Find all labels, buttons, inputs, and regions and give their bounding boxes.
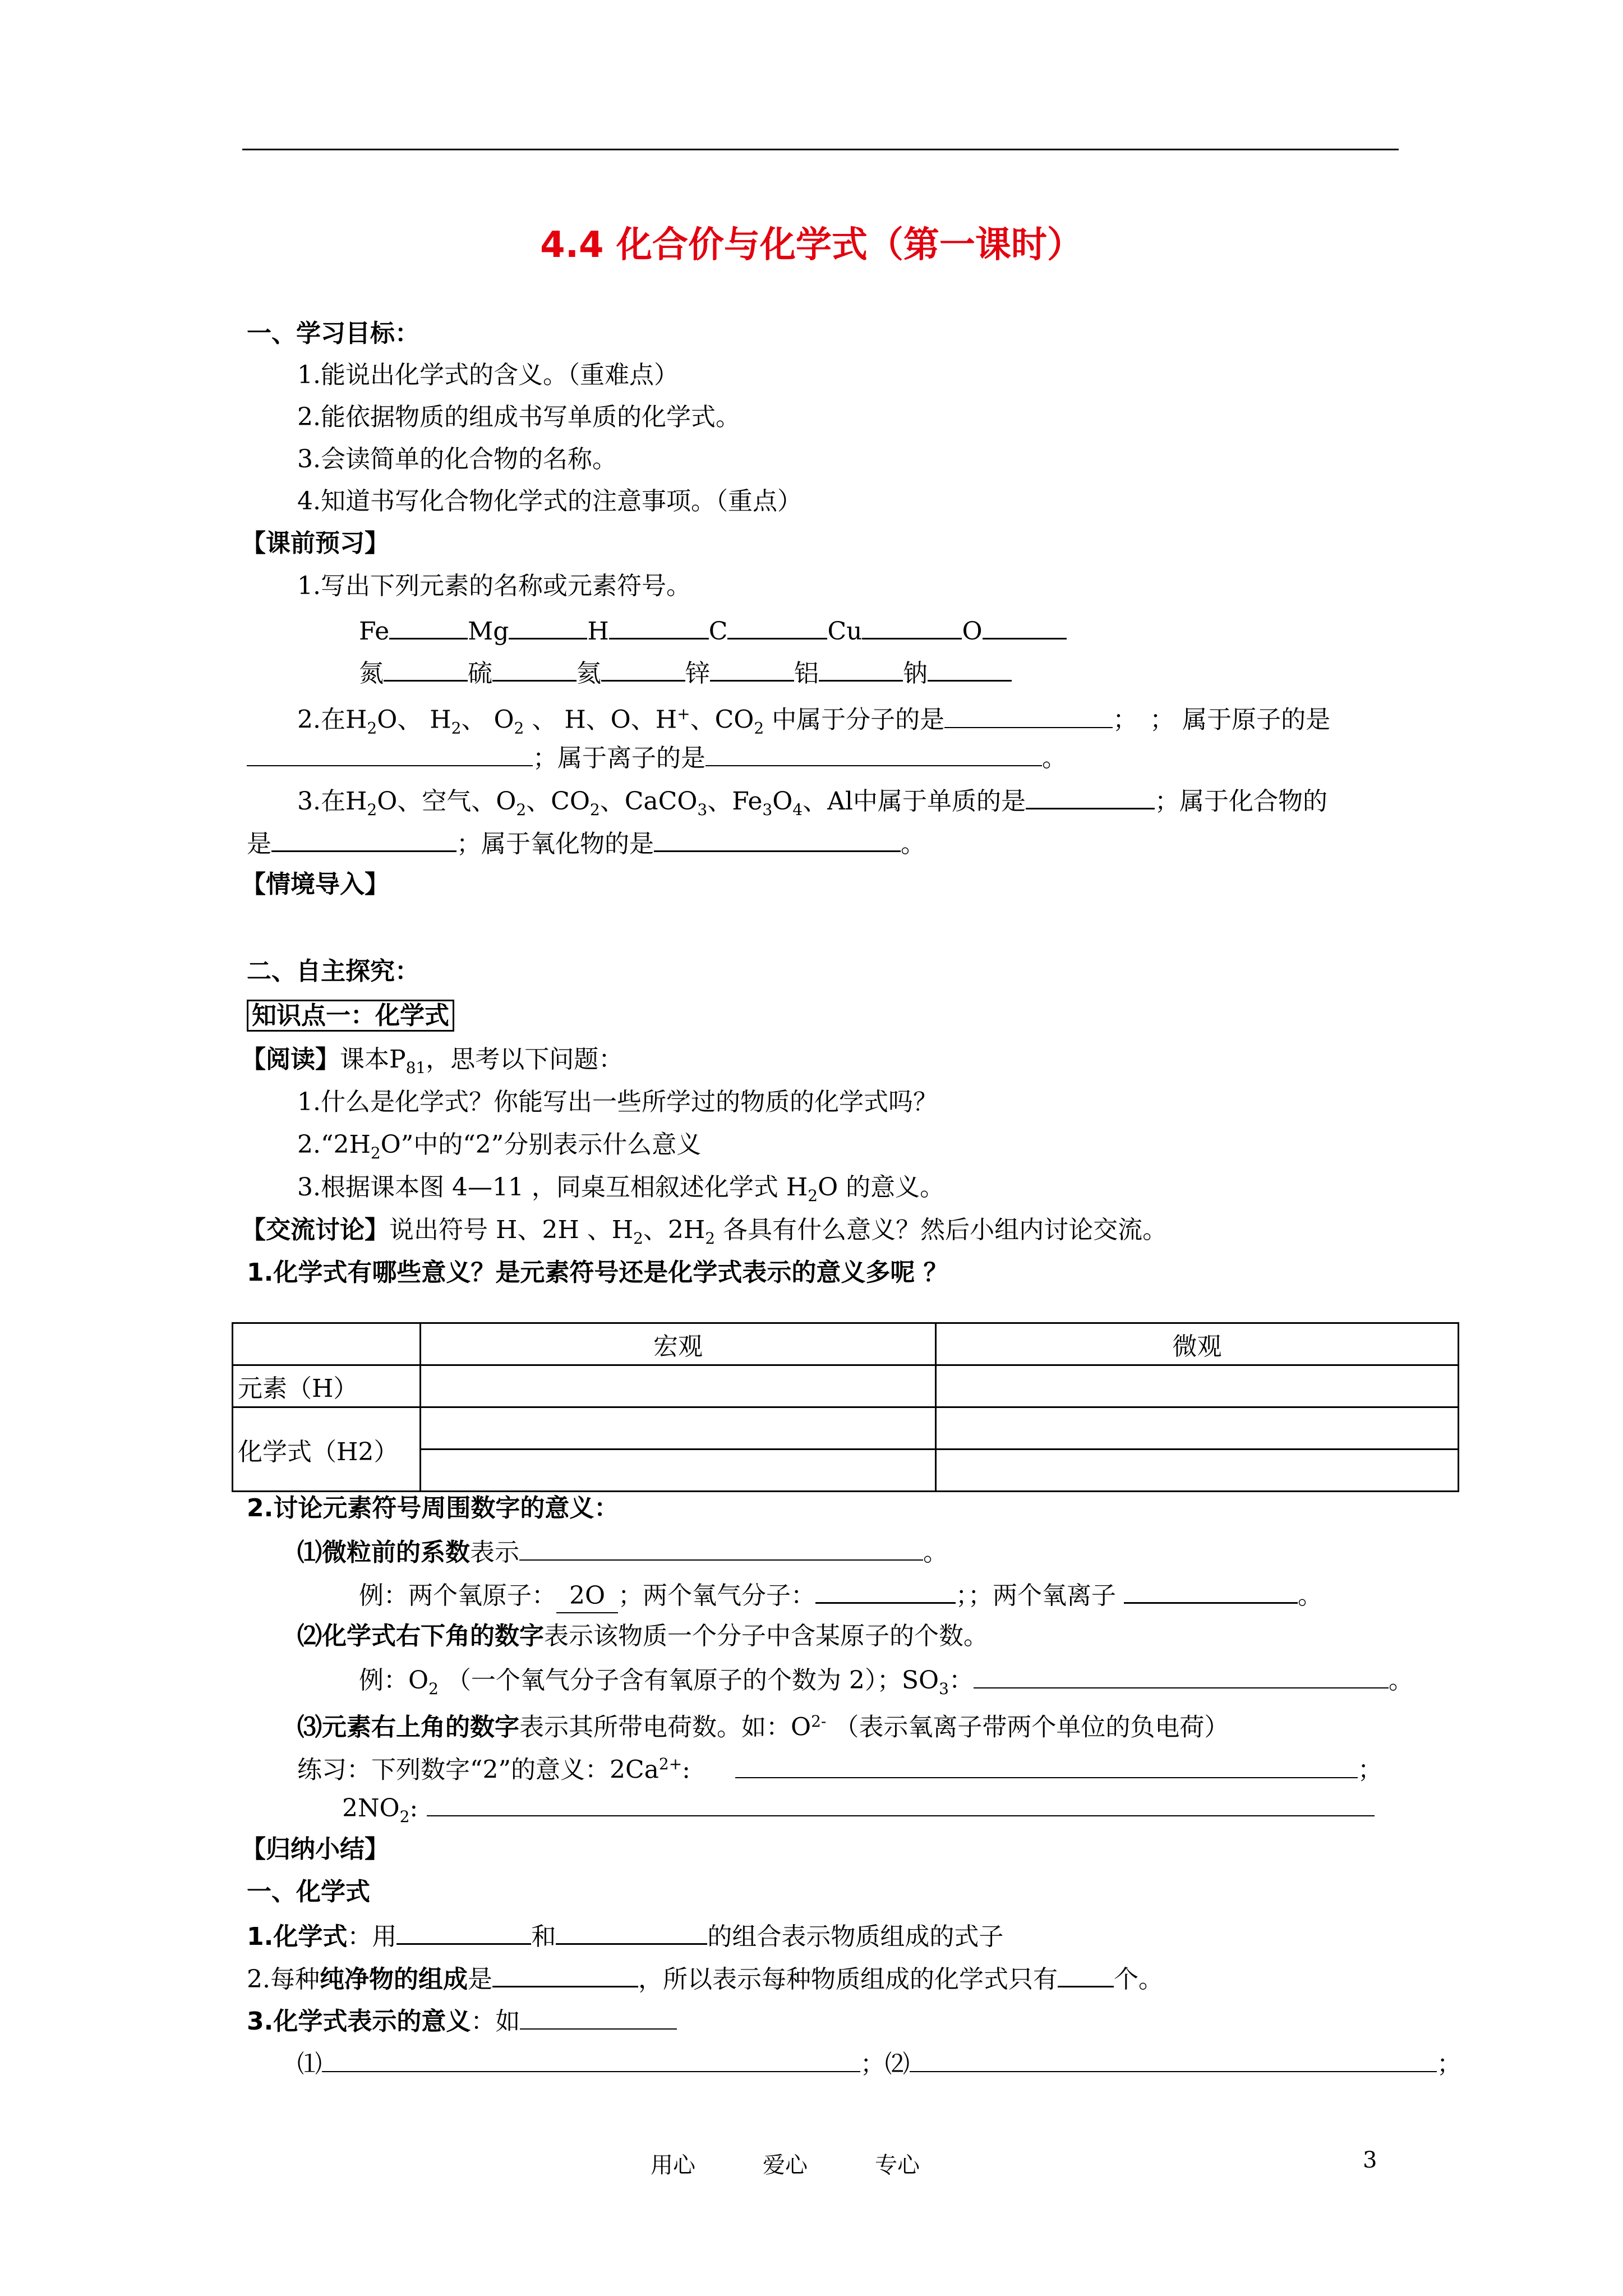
answer-blank[interactable] <box>974 1663 1389 1688</box>
practice-line: 练习：下列数字“2”的意义：$2Ca^{2+}$: ； <box>297 1748 1382 1787</box>
answer-blank[interactable] <box>1058 1961 1114 1987</box>
table-header-micro: 微观 <box>936 1323 1459 1365</box>
answer-blank[interactable] <box>492 1961 638 1987</box>
read-question: $2.“2H_2O$”中的“2”分别表示什么意义 <box>297 1130 702 1162</box>
preview-q2: 2.在$H_2O$、 $H_2$、 $O_2$ 、 H、O、H+、$CO_2$ 中属于分子的是 ； ； 属于原子的是 <box>297 698 1330 744</box>
answer-blank[interactable] <box>928 655 1012 682</box>
table-corner-cell <box>233 1323 421 1365</box>
example-answer: 2O <box>556 1580 618 1613</box>
element-symbol: Fe <box>359 617 390 646</box>
footer-motto: 专心 <box>875 2152 920 2178</box>
point-1: ⑴微粒前的系数表示 。 <box>297 1535 948 1569</box>
element-symbol: O <box>962 617 983 646</box>
read-question: 3.根据课本图 4—11 ，同桌互相叙述化学式 $H_2O$ 的意义。 <box>297 1173 945 1205</box>
answer-blank[interactable] <box>735 1752 1358 1778</box>
page-number: 3 <box>1363 2147 1377 2173</box>
summary-3: 3.化学式表示的意义：如 <box>247 2004 677 2038</box>
read-line: 【阅读】课本$P_{81}$，思考以下问题： <box>241 1045 624 1077</box>
meaning-table <box>232 1322 1459 1492</box>
element-symbol: H <box>587 617 609 646</box>
answer-blank[interactable] <box>983 613 1067 639</box>
summary-heading: 【归纳小结】 <box>241 1835 389 1864</box>
table-cell-blank[interactable] <box>421 1450 936 1492</box>
table-cell-blank[interactable] <box>936 1407 1459 1450</box>
preview-heading: 【课前预习】 <box>241 529 389 558</box>
practice-no2: $2NO_2$: <box>342 1791 1375 1833</box>
preview-q3: 3.在$H_2O$、空气、$O_2$、$CO_2$、CaCO$_3$、$Fe_3O_4$、Al中属于单质的是 ；属于化合物的 <box>297 783 1327 826</box>
page-title: 4.4 化合价与化学式（第一课时） <box>540 224 1083 266</box>
element-name: 氮 <box>359 659 384 688</box>
answer-blank[interactable] <box>384 655 468 682</box>
table-row-element: 元素（H） <box>233 1365 421 1407</box>
answer-blank[interactable] <box>1026 783 1155 809</box>
discussion-line: 【交流讨论】说出符号 H、2H 、$H_2$、$2H_2$ 各具有什么意义？然后小组内讨论交流。 <box>241 1216 1168 1248</box>
footer-motto: 用心 <box>651 2152 695 2178</box>
element-name-row <box>359 655 1012 690</box>
goal-item: 4.知道书写化合物化学式的注意事项。（重点） <box>297 487 802 516</box>
answer-blank[interactable] <box>944 702 1113 728</box>
answer-blank[interactable] <box>727 613 827 639</box>
point-2: ⑵化学式右下角的数字表示该物质一个分子中含某原子的个数。 <box>297 1622 988 1650</box>
goal-item: 2.能依据物质的组成书写单质的化学式。 <box>297 403 740 431</box>
answer-blank[interactable] <box>710 655 794 682</box>
knowledge-point-box: 知识点一：化学式 <box>247 1000 454 1032</box>
element-name: 硫 <box>468 659 492 688</box>
scene-heading: 【情境导入】 <box>241 870 389 899</box>
answer-blank[interactable] <box>910 2046 1437 2072</box>
read-question: 1.什么是化学式？你能写出一些所学过的物质的化学式吗？ <box>297 1088 938 1116</box>
answer-blank[interactable] <box>556 1918 707 1945</box>
footer-motto: 爱心 <box>763 2152 808 2178</box>
answer-blank[interactable] <box>815 1577 956 1604</box>
summary-2: 2.每种纯净物的组成是 ，所以表示每种物质组成的化学式只有 个。 <box>247 1961 1163 1996</box>
summary-4: ⑴ ；⑵ ； <box>297 2046 1461 2081</box>
answer-blank[interactable] <box>1124 1577 1298 1604</box>
element-name: 氦 <box>577 659 601 688</box>
element-name: 钠 <box>903 659 928 688</box>
table-cell-blank[interactable] <box>936 1450 1459 1492</box>
numbers-heading: 2.讨论元素符号周围数字的意义： <box>247 1494 619 1522</box>
answer-blank[interactable] <box>609 613 709 639</box>
answer-blank[interactable] <box>509 613 587 639</box>
summary-subheading: 一、化学式 <box>247 1878 370 1906</box>
answer-blank[interactable] <box>396 1918 531 1945</box>
answer-blank[interactable] <box>862 613 962 639</box>
preview-q3-cont: 是 ；属于氧化物的是 。 <box>247 826 925 861</box>
meaning-question: 1.化学式有哪些意义？是元素符号还是化学式表示的意义多呢 ？ <box>247 1258 948 1287</box>
explore-heading: 二、自主探究： <box>247 957 419 986</box>
table-header-macro: 宏观 <box>421 1323 936 1365</box>
answer-blank[interactable] <box>654 826 901 852</box>
table-cell-blank[interactable] <box>421 1407 936 1450</box>
element-symbol: C <box>708 617 728 646</box>
answer-blank[interactable] <box>492 655 577 682</box>
answer-blank[interactable] <box>271 826 457 852</box>
preview-q2-cont: ；属于离子的是 。 <box>247 740 1067 775</box>
element-symbol-row <box>359 613 1067 648</box>
answer-blank[interactable] <box>706 740 1042 766</box>
summary-1: 1.化学式：用 和 的组合表示物质组成的式子 <box>247 1918 1003 1953</box>
preview-q1: 1.写出下列元素的名称或元素符号。 <box>297 572 691 600</box>
answer-blank[interactable] <box>247 740 533 766</box>
element-symbol: Cu <box>827 617 863 646</box>
example-2: 例：$O_2$ （一个氧气分子含有氧原子的个数为 2）；$SO_3$： 。 <box>359 1663 1413 1705</box>
element-symbol: Mg <box>468 617 509 646</box>
answer-blank[interactable] <box>819 655 903 682</box>
example-1: 例：两个氧原子： 2O ；两个氧气分子： ；；两个氧离子 。 <box>359 1577 1322 1613</box>
element-name: 锌 <box>685 659 710 688</box>
goal-item: 3.会读简单的化合物的名称。 <box>297 445 617 473</box>
answer-blank[interactable] <box>389 613 468 639</box>
answer-blank[interactable] <box>601 655 685 682</box>
point-3: ⑶元素右上角的数字表示其所带电荷数。如：$O^{2-}$ （表示氧离子带两个单位的负电荷） <box>297 1712 1229 1742</box>
table-row-formula: 化学式（H2） <box>233 1407 421 1492</box>
goal-item: 1.能说出化学式的含义。（重难点） <box>297 361 679 389</box>
element-name: 铝 <box>794 659 819 688</box>
learning-goals-heading: 一、学习目标： <box>247 319 419 348</box>
answer-blank[interactable] <box>519 1535 923 1561</box>
answer-blank[interactable] <box>427 1791 1375 1816</box>
answer-blank[interactable] <box>322 2046 860 2072</box>
answer-blank[interactable] <box>520 2004 677 2030</box>
table-cell-blank[interactable] <box>936 1365 1459 1407</box>
table-cell-blank[interactable] <box>421 1365 936 1407</box>
header-rule <box>242 149 1399 150</box>
